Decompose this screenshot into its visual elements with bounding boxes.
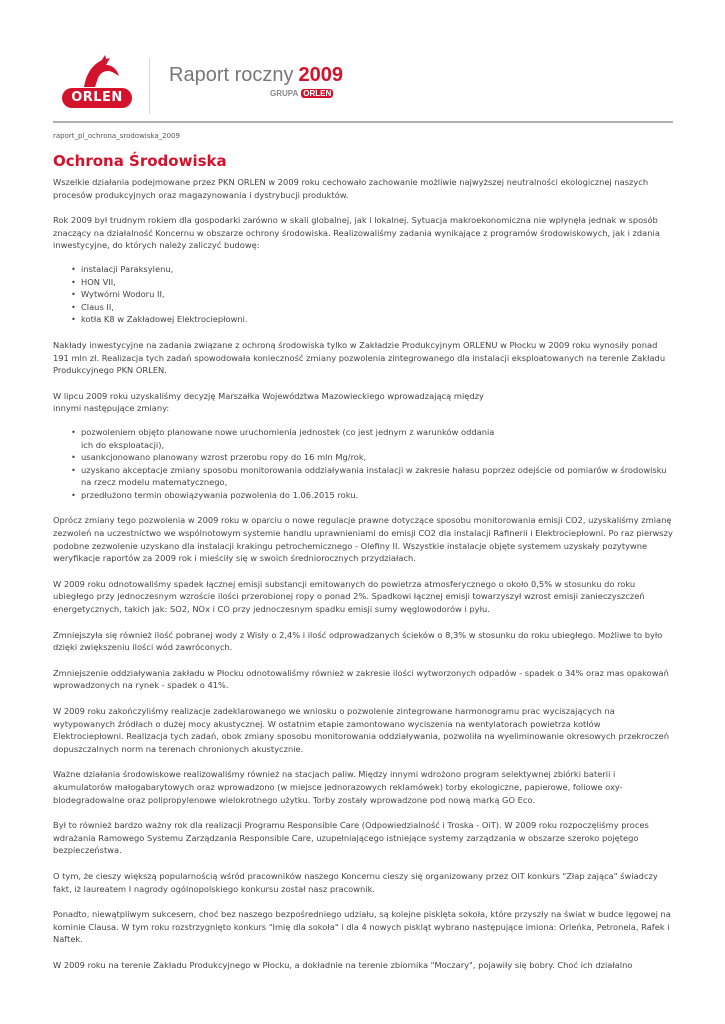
list-item-line: pozwoleniem objęto planowane nowe uruchomienia jednostek (co jest jednym z warunków oddania <box>81 426 495 437</box>
list-item: • Wytwórni Wodoru II, <box>71 288 673 301</box>
investment-list <box>71 263 673 326</box>
group-brand <box>270 89 333 98</box>
header-rule <box>53 121 673 123</box>
list-item-line: na rzecz modelu matematycznego, <box>81 477 228 488</box>
paragraph: O tym, że cieszy większą popularnością wśród pracowników naszego Koncernu cieszy się organizowany przez OiT konkurs "Złap zająca" świadczy fakt, iż laureatem I nagrody ogólnopolskiego konkursu został nasz pracownik. <box>53 870 658 894</box>
list-item-line: przedłużono termin obowiązywania pozwolenia do 1.06.2015 roku. <box>81 489 359 500</box>
report-header <box>53 52 673 118</box>
list-item <box>71 451 673 464</box>
list-item-line: ich do eksploatacji), <box>81 439 165 450</box>
report-title-text: Raport roczny <box>169 64 294 86</box>
changes-list <box>71 426 673 502</box>
list-item-line: usankcjonowano planowany wzrost przerobu ropy do 16 mln Mg/rok, <box>81 452 367 463</box>
list-item <box>71 464 673 489</box>
paragraph: Wszelkie działania podejmowane przez PKN ORLEN w 2009 roku cechowało zachowanie możliwie najwyższej neutralności ekologicznej naszych procesów produkcyjnych oraz magazynowania i dystrybucji produktów. <box>53 177 649 200</box>
paragraph: Nakłady inwestycyjne na zadania związane z ochroną środowiska tylko w Zakładzie Produkcyjnym ORLENU w Płocku w 2009 roku wynosiły ponad 191 mln zł. Realizacja tych zadań spowodowała konieczność zmiany pozwolenia zintegrowanego dla instalacji eksploatowanych na terenie Zakładu Produkcyjnego PKN ORLEN. <box>53 339 666 376</box>
paragraph: Rok 2009 był trudnym rokiem dla gospodarki zarówno w skali globalnej, jak i lokalnej. Sytuacja makroekonomiczna nie wpłynęła jednak w sposób znaczący na działalność Koncernu w obszarze ochrony środowiska. Realizowaliśmy zadania wynikające z programów środowiskowych, jak i zdania inwestycyjne, do których należy zaliczyć budowę: <box>53 215 660 251</box>
list-item-line: uzyskano akceptacje zmiany sposobu monitorowania oddziaływania instalacji w zakresie hałasu poprzez odejście od pomiarów w środowisku <box>81 464 667 475</box>
report-year: 2009 <box>298 64 343 86</box>
paragraph-line: innymi następujące zmiany: <box>53 403 170 414</box>
list-item <box>71 426 673 451</box>
logo-wordmark: ORLEN <box>62 88 132 108</box>
group-brand-prefix: GRUPA <box>270 89 298 98</box>
list-item: • instalacji Paraksylenu, <box>71 263 673 276</box>
list-item: • HON VII, <box>71 276 673 289</box>
paragraph <box>53 390 673 415</box>
paragraph-line: W lipcu 2009 roku uzyskaliśmy decyzję Marszałka Województwa Mazowieckiego wprowadzającą między <box>53 390 484 401</box>
header-divider <box>149 58 150 114</box>
paragraph: W 2009 roku na terenie Zakładu Produkcyjnego w Płocku, a dokładnie na terenie zbiornika "Moczary", pojawiły się bobry. Choć ich działalno <box>53 959 633 970</box>
orlen-logo <box>62 54 132 112</box>
paragraph: Był to również bardzo ważny rok dla realizacji Programu Responsible Care (Odpowiedzialność i Troska - OiT). W 2009 roku rozpoczęliśmy proces wdrażania Ramowego Systemu Zarządzania Responsible Care, uzupełniającego istniejące systemy zarządzania w obszarze szeroko pojętego bezpieczeństwa. <box>53 820 649 856</box>
report-title <box>169 64 343 87</box>
paragraph: W 2009 roku odnotowaliśmy spadek łącznej emisji substancji emitowanych do powietrza atmosferycznego o około 0,5% w stosunku do roku ubiegłego przy jednoczesnym wzroście ilości przerobionej ropy o ponad 2%. Spadkowi łącznej emisji towarzyszył wzrost emisji zanieczyszczeń energetycznych, takich jak: SO2, NOx i CO przy jednoczesnym spadku emisji sumy węglowodorów i pyłu. <box>53 578 645 615</box>
eagle-icon <box>62 54 132 90</box>
list-item: • kotła K8 w Zakładowej Elektrociepłowni. <box>71 313 673 326</box>
paragraph: W 2009 roku zakończyliśmy realizacje zadeklarowanego we wniosku o pozwolenie zintegrowane harmonogramu prac wyciszających na wytypowanych źródłach o dużej mocy akustycznej. W ostatnim etapie zamontowano wyciszenia na wentylatorach powietrza kotłów Elektrociepłowni. Realizacja tych zadań, obok zmiany sposobu monitorowania oddziaływania, pozwoliła na wyeliminowanie okresowych przekroczeń dopuszczalnych norm na terenach chronionych akustycznie. <box>53 706 669 754</box>
paragraph: Zmniejszenie oddziaływania zakładu w Płocku odnotowaliśmy również w zakresie ilości wytworzonych odpadów - spadek o 34% oraz mas opakowań wprowadzonych na rynek - spadek o 41%. <box>53 667 669 691</box>
article-body <box>53 152 673 985</box>
paragraph: Ważne działania środowiskowe realizowaliśmy również na stacjach paliw. Między innymi wdrożono program selektywnej zbiórki baterii i akumulatorów małogabarytowych oraz wprowadzono (w miejsce jednorazowych reklamówek) torby ekologiczne, papierowe, foliowe oxy-biodegradowalne oraz polipropylenowe wielokrotnego użytku. Torby zostały wprowadzone pod nową marką GO Eco. <box>53 769 623 805</box>
list-item: • Claus II, <box>71 301 673 314</box>
paragraph: Ponadto, niewątpliwym sukcesem, choć bez naszego bezpośredniego udziału, są kolejne pisklęta sokoła, które przyszły na świat w budce lęgowej na kominie Clausa. W tym roku rozstrzygnięto konkurs "Imię dla sokoła" i dla 4 nowych piskląt wybrano następujące imiona: Orleńka, Petronela, Rafek i Naftek. <box>53 909 671 945</box>
document-slug: raport_pl_ochrona_srodowiska_2009 <box>53 132 180 140</box>
list-item <box>71 489 673 502</box>
group-brand-name: ORLEN <box>303 89 332 98</box>
page-title: Ochrona Środowiska <box>53 152 227 170</box>
paragraph: Oprócz zmiany tego pozwolenia w 2009 roku w oparciu o nowe regulacje prawne dotyczące sposobu monitorowania emisji CO2, uzyskaliśmy zmianę zezwoleń na uczestnictwo we wspólnotowym systemie handlu uprawnieniami do emisji CO2 dla instalacji Rafinerii i Elektrociepłowni. Po raz pierwszy podobne zezwolenie uzyskano dla instalacji krakingu petrochemicznego - Olefiny II. Wszystkie instalacje objęte systemem uzyskały pozytywne weryfikacje raportów za 2009 rok i mieściły się w swoich średniorocznych przydziałach. <box>53 515 673 564</box>
paragraph: Zmniejszyła się również ilość pobranej wody z Wisły o 2,4% i ilość odprowadzanych ścieków o 8,3% w stosunku do roku ubiegłego. Możliwe to było dzięki zwiększeniu ilości wód zawróconych. <box>53 629 663 653</box>
